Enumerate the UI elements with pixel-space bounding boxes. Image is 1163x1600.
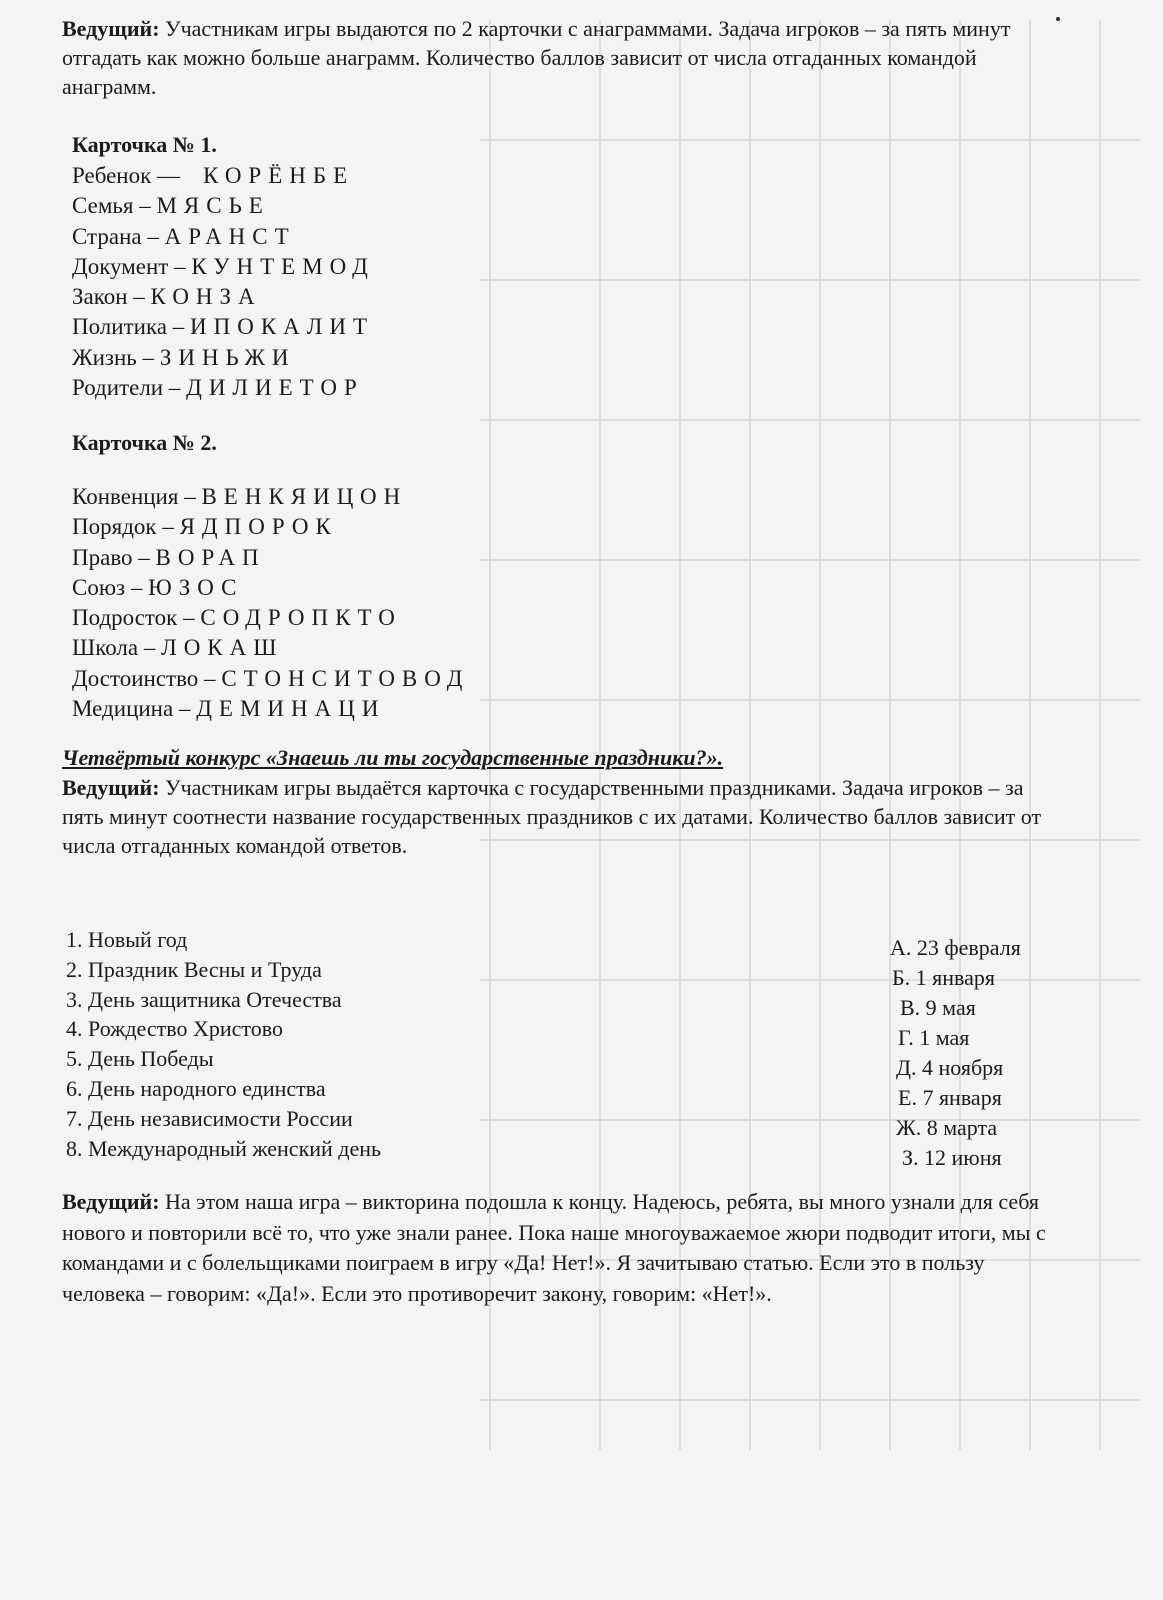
holiday-list	[66, 925, 381, 1163]
outro-paragraph	[62, 1187, 1062, 1309]
date-item: В. 9 мая	[900, 995, 976, 1020]
anagram-scrambled: КОНЗА	[150, 284, 262, 310]
anagram-word: Страна –	[72, 223, 159, 249]
anagram-word: Ребенок —	[72, 163, 181, 188]
anagram-word: Политика –	[72, 314, 185, 340]
holiday-item: 8. Международный женский день	[66, 1135, 382, 1161]
anagram-word: Школа –	[72, 635, 156, 661]
anagram-scrambled: ДИЛИЕТОР	[186, 375, 364, 401]
anagram-item	[72, 373, 375, 403]
holiday-item: 4. Рождество Христово	[66, 1016, 283, 1042]
anagram-item	[72, 222, 375, 252]
anagram-scrambled: ВОРАП	[155, 544, 266, 570]
date-item: Г. 1 мая	[898, 1025, 970, 1050]
holiday-item: 7. День независимости России	[66, 1105, 353, 1131]
anagram-scrambled: ЯДПОРОК	[179, 514, 338, 540]
holiday-item: 3. День защитника Отечества	[66, 986, 342, 1012]
outro-text: На этом наша игра – викторина подошла к концу. Надеюсь, ребята, вы много узнали для себя нового и повторили всё то, что уже знали ранее. Пока наше многоуважаемое жюри подводит итоги, мы с командами и с болельщиками поиграем в игру «Да! Нет!». Я зачитываю статью. Если это в пользу человека – говорим: «Да!». Если это противоречит закону, говорим: «Нет!».	[62, 1189, 1046, 1306]
anagram-scrambled: КОРЁНБЕ	[203, 163, 355, 188]
anagram-scrambled: АРАНСТ	[164, 223, 296, 249]
anagram-word: Закон –	[72, 284, 145, 310]
anagram-item	[72, 343, 375, 373]
anagram-item	[72, 664, 469, 694]
anagram-word: Семья –	[72, 193, 151, 219]
anagram-scrambled: ДЕМИНАЦИ	[196, 696, 386, 722]
date-item: А. 23 февраля	[890, 935, 1021, 960]
anagram-item	[72, 694, 469, 724]
anagram-scrambled: СОДРОПКТО	[200, 605, 402, 631]
anagram-scrambled: ВЕНКЯИЦОН	[201, 484, 408, 509]
contest4-paragraph	[62, 773, 1062, 860]
anagram-scrambled: СТОНСИТОВОД	[221, 665, 470, 691]
date-list	[890, 933, 1021, 1173]
anagram-item	[72, 543, 469, 573]
intro-text: Участникам игры выдаются по 2 карточки с анаграммами. Задача игроков – за пять минут отгадать как можно больше анаграмм. Количество баллов зависит от числа отгаданных командой анаграмм.	[62, 16, 1011, 99]
anagram-item	[72, 633, 469, 663]
anagram-item	[72, 252, 375, 282]
anagram-word: Союз –	[72, 574, 143, 600]
anagram-item	[72, 312, 375, 342]
anagram-word: Родители –	[72, 375, 181, 401]
anagram-word: Достоинство –	[72, 665, 216, 691]
anagram-item	[72, 603, 469, 633]
anagram-scrambled: ИПОКАЛИТ	[190, 314, 375, 340]
anagram-scrambled: ЮЗОС	[148, 574, 244, 600]
holiday-item: 5. День Победы	[66, 1046, 214, 1072]
anagram-scrambled: МЯСЬЕ	[156, 193, 270, 219]
anagram-word: Право –	[72, 544, 150, 570]
anagram-scrambled: ЗИНЬЖИ	[159, 344, 296, 370]
anagram-item	[72, 512, 469, 542]
anagram-item	[72, 282, 375, 312]
date-item: З. 12 июня	[902, 1145, 1002, 1170]
contest4-text: Участникам игры выдаётся карточка с государственными праздниками. Задача игроков – за пять минут соотнести название государственных праздников с их датами. Количество баллов зависит от числа отгаданных командой ответов.	[62, 775, 1042, 858]
holiday-item: 2. Праздник Весны и Труда	[66, 956, 322, 982]
card2-title: Карточка № 2.	[72, 430, 217, 455]
outro-lead: Ведущий:	[62, 1189, 160, 1214]
anagram-scrambled: ЛОКАШ	[161, 635, 284, 661]
anagram-item	[72, 161, 375, 191]
date-item: Б. 1 января	[892, 965, 996, 990]
intro-lead: Ведущий:	[62, 16, 160, 41]
anagram-word: Конвенция –	[72, 484, 196, 509]
intro-paragraph	[62, 14, 1062, 101]
contest4-heading: Четвёртый конкурс «Знаешь ли ты государственные праздники?».	[62, 745, 724, 770]
holiday-item: 6. День народного единства	[66, 1075, 326, 1101]
card2-anagram-list	[72, 482, 469, 724]
anagram-item	[72, 191, 375, 221]
holiday-item: 1. Новый год	[66, 927, 188, 952]
anagram-item	[72, 482, 469, 512]
anagram-word: Порядок –	[72, 514, 174, 540]
date-item: Ж. 8 марта	[896, 1115, 998, 1140]
anagram-scrambled: КУНТЕМОД	[191, 253, 375, 279]
anagram-word: Жизнь –	[72, 344, 155, 370]
anagram-word: Подросток –	[72, 605, 195, 631]
anagram-word: Медицина –	[72, 696, 191, 722]
date-item: Е. 7 января	[898, 1085, 1002, 1110]
anagram-word: Документ –	[72, 253, 186, 279]
card1-anagram-list	[72, 161, 375, 403]
date-item: Д. 4 ноября	[896, 1055, 1004, 1080]
contest4-lead: Ведущий:	[62, 775, 160, 800]
card1-title: Карточка № 1.	[72, 132, 217, 157]
anagram-item	[72, 573, 469, 603]
